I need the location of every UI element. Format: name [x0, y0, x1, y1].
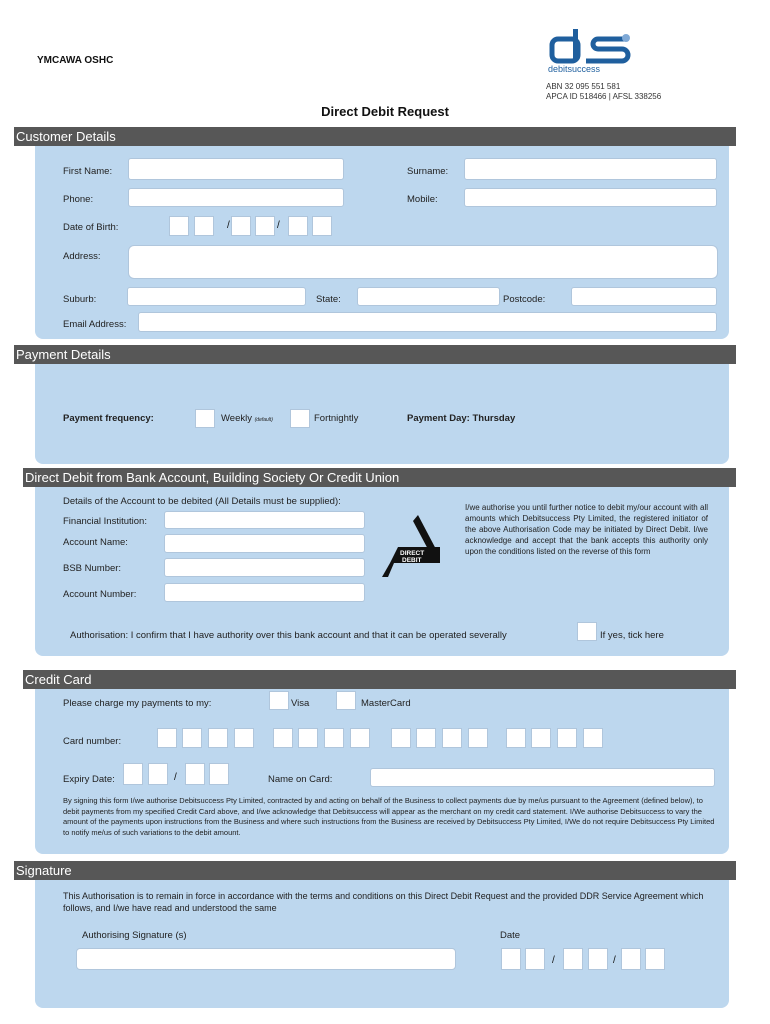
sign-date-day-digit-1[interactable]	[501, 948, 521, 970]
address-label: Address:	[63, 251, 101, 262]
visa-checkbox[interactable]	[269, 691, 289, 710]
dob-month-digit-2[interactable]	[255, 216, 275, 236]
surname-field[interactable]	[464, 158, 717, 180]
section-heading-payment: Payment Details	[14, 345, 736, 364]
sign-date-separator: /	[613, 955, 616, 966]
card-digit-box[interactable]	[557, 728, 577, 748]
signature-field[interactable]	[76, 948, 456, 970]
sign-date-day-digit-2[interactable]	[525, 948, 545, 970]
bsb-field[interactable]	[164, 558, 365, 577]
expiry-month-digit-2[interactable]	[148, 763, 168, 785]
account-name-field[interactable]	[164, 534, 365, 553]
state-label: State:	[316, 294, 341, 305]
charge-to-label: Please charge my payments to my:	[63, 698, 212, 709]
name-on-card-field[interactable]	[370, 768, 715, 787]
card-digit-box[interactable]	[298, 728, 318, 748]
weekly-label	[221, 413, 273, 424]
organisation-name: YMCAWA OSHC	[37, 55, 114, 66]
debitsuccess-logo	[546, 27, 636, 75]
section-heading-signature: Signature	[14, 861, 736, 880]
apca-id: APCA ID 518466 | AFSL 338256	[546, 92, 662, 101]
card-digit-box[interactable]	[208, 728, 228, 748]
mastercard-checkbox[interactable]	[336, 691, 356, 710]
card-digit-box[interactable]	[468, 728, 488, 748]
sign-date-month-digit-1[interactable]	[563, 948, 583, 970]
mastercard-label: MasterCard	[361, 698, 411, 709]
phone-field[interactable]	[128, 188, 344, 207]
payment-details-panel	[35, 356, 729, 464]
expiry-separator: /	[174, 772, 177, 783]
direct-debit-logo-line1: DIRECT	[400, 550, 425, 557]
name-on-card-label: Name on Card:	[268, 774, 333, 785]
signature-label: Authorising Signature (s)	[82, 930, 187, 941]
card-digit-box[interactable]	[391, 728, 411, 748]
address-field[interactable]	[128, 245, 718, 279]
sign-date-separator: /	[552, 955, 555, 966]
expiry-month-digit-1[interactable]	[123, 763, 143, 785]
section-heading-customer: Customer Details	[14, 127, 736, 146]
abn-info	[546, 82, 661, 102]
direct-debit-logo	[380, 513, 462, 579]
card-digit-box[interactable]	[583, 728, 603, 748]
authority-text: I/we authorise you until further notice to debit my/our account with all amounts which Debitsuccess Pty Limited, the registered initiator of the above Authorisation Code may be initiated by Direct Debit. I/we acknowledge and accept that the bank accepts this authority only upon the conditions listed on the reverse of this form	[465, 503, 708, 556]
card-digit-box[interactable]	[324, 728, 344, 748]
card-digit-box[interactable]	[350, 728, 370, 748]
payment-frequency-label: Payment frequency:	[63, 413, 154, 424]
logo-text: debitsuccess	[548, 64, 601, 74]
card-digit-box[interactable]	[442, 728, 462, 748]
financial-institution-label: Financial Institution:	[63, 516, 147, 527]
bsb-label: BSB Number:	[63, 563, 122, 574]
account-details-intro: Details of the Account to be debited (All Details must be supplied):	[63, 496, 341, 507]
section-heading-bank: Direct Debit from Bank Account, Building Society Or Credit Union	[23, 468, 736, 487]
email-label: Email Address:	[63, 319, 127, 330]
sign-date-year-digit-2[interactable]	[645, 948, 665, 970]
phone-label: Phone:	[63, 194, 94, 205]
card-digit-box[interactable]	[416, 728, 436, 748]
payment-day: Payment Day: Thursday	[407, 413, 516, 424]
email-field[interactable]	[138, 312, 717, 332]
card-digit-box[interactable]	[234, 728, 254, 748]
fortnightly-label: Fortnightly	[314, 413, 359, 424]
financial-institution-field[interactable]	[164, 511, 365, 529]
postcode-field[interactable]	[571, 287, 717, 306]
abn-number: ABN 32 095 551 581	[546, 82, 621, 91]
card-digit-box[interactable]	[157, 728, 177, 748]
sign-date-month-digit-2[interactable]	[588, 948, 608, 970]
weekly-checkbox[interactable]	[195, 409, 215, 428]
account-name-label: Account Name:	[63, 537, 128, 548]
dob-month-digit-1[interactable]	[231, 216, 251, 236]
card-digit-box[interactable]	[506, 728, 526, 748]
visa-label: Visa	[291, 698, 310, 709]
mobile-field[interactable]	[464, 188, 717, 207]
page-title: Direct Debit Request	[321, 104, 449, 119]
card-number-label: Card number:	[63, 736, 122, 747]
suburb-field[interactable]	[127, 287, 306, 306]
first-name-label: First Name:	[63, 166, 113, 177]
dob-year-digit-1[interactable]	[288, 216, 308, 236]
fortnightly-checkbox[interactable]	[290, 409, 310, 428]
sign-date-year-digit-1[interactable]	[621, 948, 641, 970]
default-note: (default)	[254, 417, 273, 423]
card-digit-box[interactable]	[531, 728, 551, 748]
suburb-label: Suburb:	[63, 294, 97, 305]
account-number-label: Account Number:	[63, 589, 137, 600]
dob-label: Date of Birth:	[63, 222, 119, 233]
first-name-field[interactable]	[128, 158, 344, 180]
authorisation-statement: Authorisation: I confirm that I have authority over this bank account and that it can be operated severally	[70, 630, 507, 641]
dob-year-digit-2[interactable]	[312, 216, 332, 236]
mobile-label: Mobile:	[407, 194, 438, 205]
dob-separator: /	[277, 220, 280, 231]
authorisation-terms: This Authorisation is to remain in force in accordance with the terms and conditions on this Direct Debit Request and the provided DDR Service Agreement which follows, and I/we have read and understood the same	[63, 891, 704, 913]
card-digit-box[interactable]	[182, 728, 202, 748]
dob-day-digit-2[interactable]	[194, 216, 214, 236]
expiry-date-label: Expiry Date:	[63, 774, 115, 785]
tick-here-label: If yes, tick here	[600, 630, 664, 641]
credit-card-terms: By signing this form I/we authorise Debitsuccess Pty Limited, contracted by and acting on behalf of the Business to collect payments due by me/us pursuant to the Agreement (defined below), to debit payments from my specified Credit Card above, and I/we acknowledge that Debitsuccess will appear as the merchant on my credit card statement. I/We authorise Debitsuccess to vary the amount of the payments upon instructions from the Business and where such instructions from the Business are received by Debitsuccess Pty Limited, I/We do not require Debitsuccess Pty Limited to notify me/us of such variations to the debit amount.	[63, 796, 715, 837]
direct-debit-logo-line2: DEBIT	[402, 557, 422, 564]
postcode-label: Postcode:	[503, 294, 546, 305]
authorisation-checkbox[interactable]	[577, 622, 597, 641]
account-number-field[interactable]	[164, 583, 365, 602]
section-heading-credit-card: Credit Card	[23, 670, 736, 689]
state-field[interactable]	[357, 287, 500, 306]
card-digit-box[interactable]	[273, 728, 293, 748]
weekly-text: Weekly	[221, 413, 252, 424]
date-label: Date	[500, 930, 521, 941]
surname-label: Surname:	[407, 166, 449, 177]
dob-separator: /	[227, 220, 230, 231]
expiry-year-digit-1[interactable]	[185, 763, 205, 785]
expiry-year-digit-2[interactable]	[209, 763, 229, 785]
dob-day-digit-1[interactable]	[169, 216, 189, 236]
